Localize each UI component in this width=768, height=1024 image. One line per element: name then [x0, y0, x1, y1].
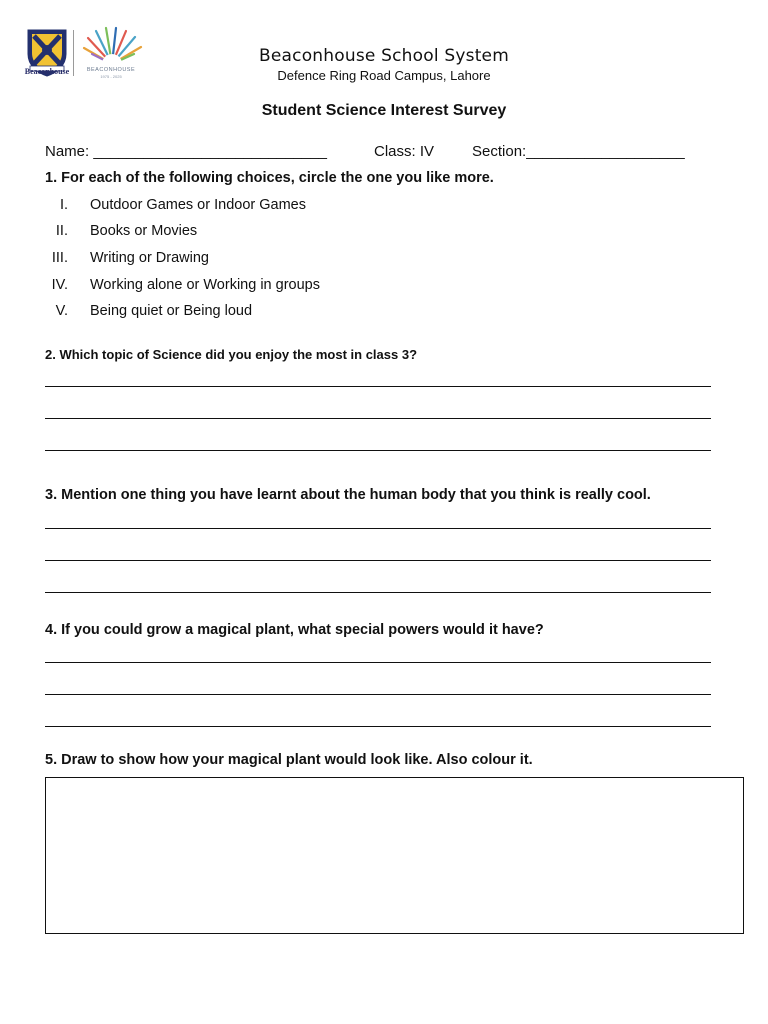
campus-name: Defence Ring Road Campus, Lahore — [277, 68, 491, 83]
option-text[interactable]: Working alone or Working in groups — [90, 277, 320, 293]
crest-caption: Beaconhouse — [24, 67, 70, 76]
option-number: V. — [55, 303, 68, 319]
question-4: 4. If you could grow a magical plant, what special powers would it have? — [45, 622, 544, 638]
option-text[interactable]: Outdoor Games or Indoor Games — [90, 197, 306, 213]
answer-line[interactable] — [45, 694, 711, 695]
question-1: 1. For each of the following choices, circle the one you like more. — [45, 170, 494, 186]
question-2: 2. Which topic of Science did you enjoy the most in class 3? — [45, 347, 418, 362]
section-field[interactable]: Section:___________________ — [472, 143, 685, 160]
answer-line[interactable] — [45, 528, 711, 529]
answer-line[interactable] — [45, 662, 711, 663]
answer-line[interactable] — [45, 386, 711, 387]
answer-line[interactable] — [45, 560, 711, 561]
option-text[interactable]: Writing or Drawing — [90, 250, 209, 266]
anniversary-years: 1975 - 2025 — [100, 74, 122, 79]
name-field[interactable]: Name: ____________________________ — [45, 143, 327, 160]
class-label: Class: IV — [374, 143, 435, 160]
answer-line[interactable] — [45, 418, 711, 419]
option-number: I. — [59, 197, 68, 213]
question-3: 3. Mention one thing you have learnt about the human body that you think is really cool. — [45, 487, 651, 503]
option-number: IV. — [51, 277, 68, 293]
question-5: 5. Draw to show how your magical plant would look like. Also colour it. — [45, 752, 533, 768]
option-number: III. — [51, 250, 68, 266]
answer-line[interactable] — [45, 726, 711, 727]
answer-line[interactable] — [45, 592, 711, 593]
option-number: II. — [55, 223, 68, 239]
survey-title: Student Science Interest Survey — [261, 102, 507, 119]
drawing-box[interactable] — [45, 777, 744, 934]
option-text[interactable]: Books or Movies — [90, 223, 198, 239]
option-text[interactable]: Being quiet or Being loud — [90, 303, 253, 319]
anniversary-caption: BEACONHOUSE — [86, 67, 136, 73]
school-name: Beaconhouse School System — [259, 46, 509, 66]
answer-line[interactable] — [45, 450, 711, 451]
